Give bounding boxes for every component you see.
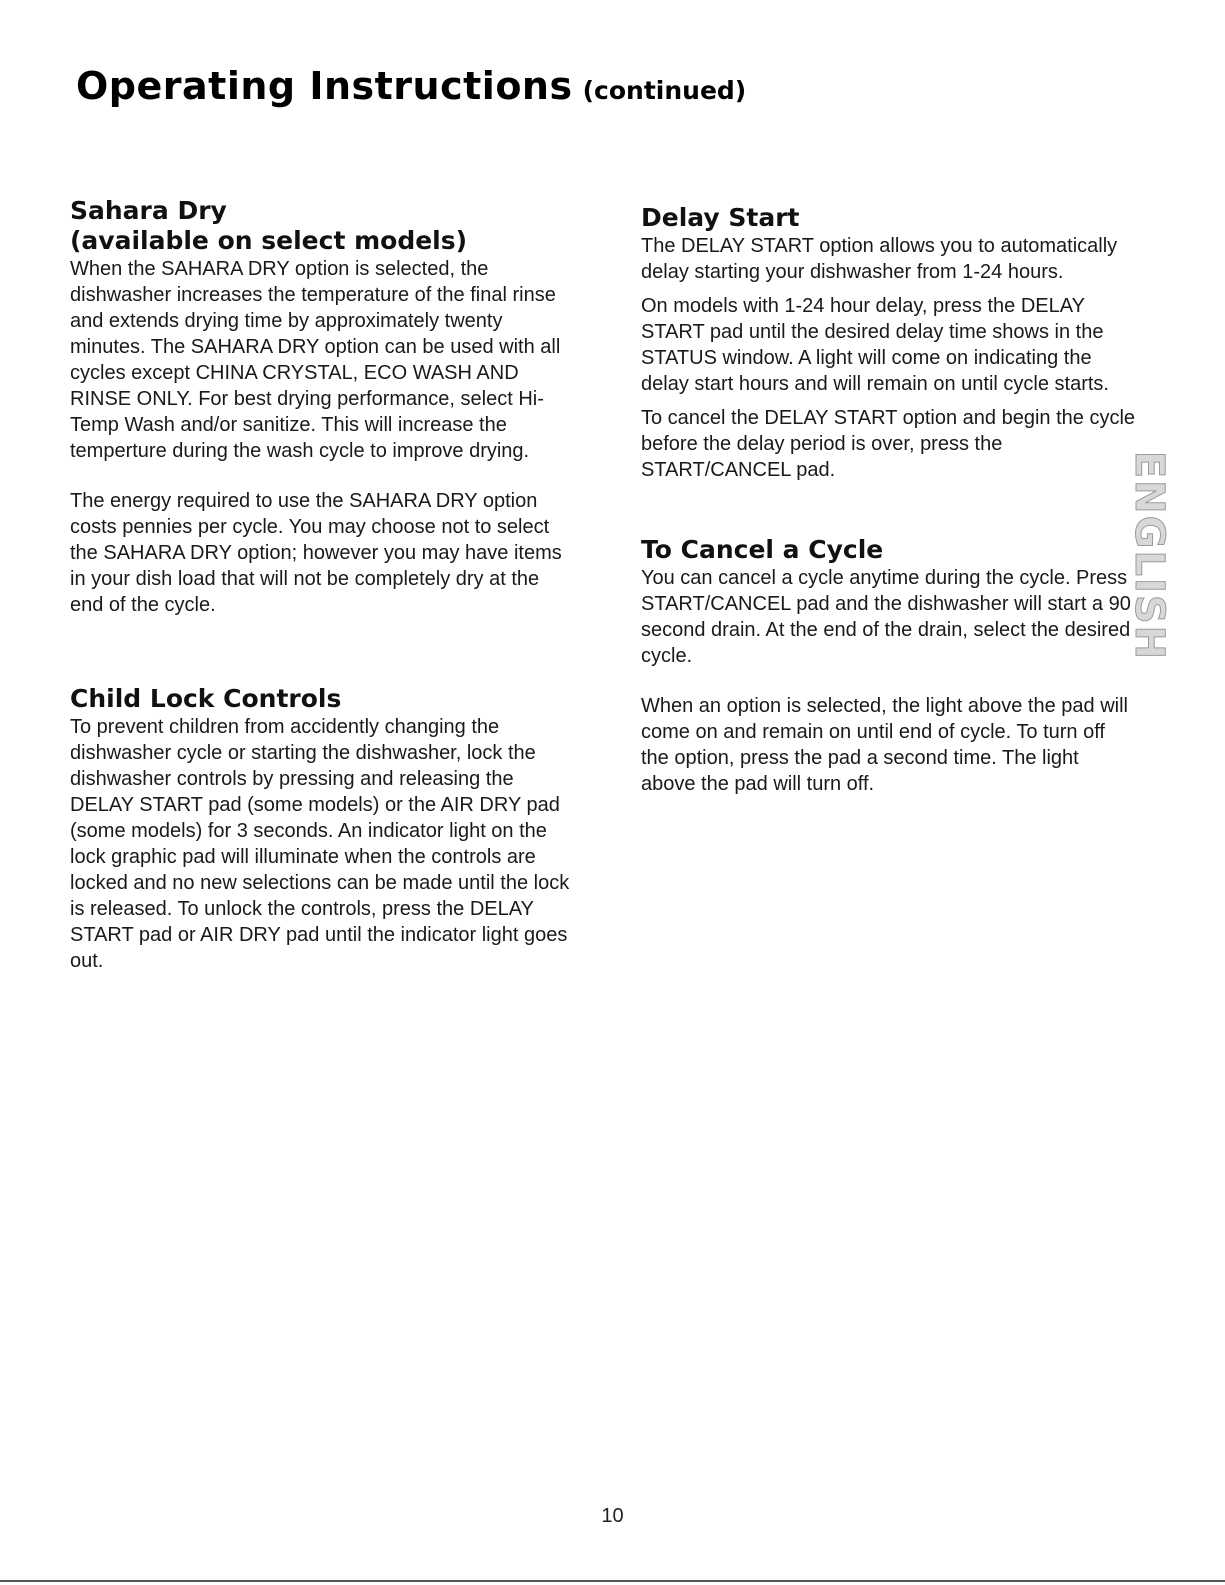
page-number: 10 (601, 1505, 624, 1527)
left-column (70, 196, 570, 974)
child-lock-heading: Child Lock Controls (70, 684, 342, 713)
child-lock-paragraph-1: To prevent children from accidently changing the dishwasher cycle or starting the dishwasher, lock the dishwasher controls by pressing and releasing the DELAY START pad (some models) or the AIR DRY pad (some models) for 3 seconds. An indicator light on the lock graphic pad will illuminate when the controls are locked and no new selections can be made until the lock is released. To unlock the controls, press the DELAY START pad or AIR DRY pad until the indicator light goes out. (70, 716, 570, 972)
delay-start-heading: Delay Start (641, 203, 800, 232)
section-cancel-cycle (641, 535, 1136, 797)
sahara-dry-paragraph-2: The energy required to use the SAHARA DRY option costs pennies per cycle. You may choose not to select the SAHARA DRY option; however you may have items in your dish load that will not be completely dry at the end of the cycle. (70, 490, 562, 616)
delay-start-paragraph-1: The DELAY START option allows you to automatically delay starting your dishwasher from 1-24 hours. (641, 235, 1118, 283)
cancel-cycle-paragraph-1: You can cancel a cycle anytime during the cycle. Press START/CANCEL pad and the dishwasher will start a 90 second drain. At the end of the drain, select the desired cycle. (641, 567, 1131, 667)
sahara-dry-heading: Sahara Dry (70, 196, 227, 225)
cancel-cycle-heading: To Cancel a Cycle (641, 535, 884, 564)
section-delay-start (641, 203, 1136, 483)
delay-start-paragraph-3: To cancel the DELAY START option and begin the cycle before the delay period is over, press the START/CANCEL pad. (641, 407, 1136, 481)
language-tab (1127, 440, 1171, 672)
section-sahara-dry (70, 196, 570, 618)
page-bottom-rule (0, 1580, 1225, 1582)
sahara-dry-heading-availability: (available on select models) (70, 226, 468, 255)
right-column (641, 203, 1136, 797)
delay-start-paragraph-2: On models with 1-24 hour delay, press the DELAY START pad until the desired delay time shows in the STATUS window. A light will come on indicating the delay start hours and will remain on until cycle starts. (641, 295, 1109, 395)
sahara-dry-paragraph-1: When the SAHARA DRY option is selected, the dishwasher increases the temperature of the final rinse and extends drying time by approximately twenty minutes. The SAHARA DRY option can be used with all cycles except CHINA CRYSTAL, ECO WASH AND RINSE ONLY. For best drying performance, select Hi-Temp Wash and/or sanitize. This will increase the temperture during the wash cycle to improve drying. (70, 258, 561, 462)
language-tab-label: ENGLISH (1126, 450, 1173, 662)
page-title-subtitle: (continued) (582, 76, 747, 105)
cancel-cycle-paragraph-2: When an option is selected, the light above the pad will come on and remain on until end of cycle. To turn off the option, press the pad a second time. The light above the pad will turn off. (641, 695, 1128, 795)
page-title-main: Operating Instructions (76, 64, 573, 108)
section-child-lock (70, 684, 570, 974)
page-title (76, 64, 746, 108)
